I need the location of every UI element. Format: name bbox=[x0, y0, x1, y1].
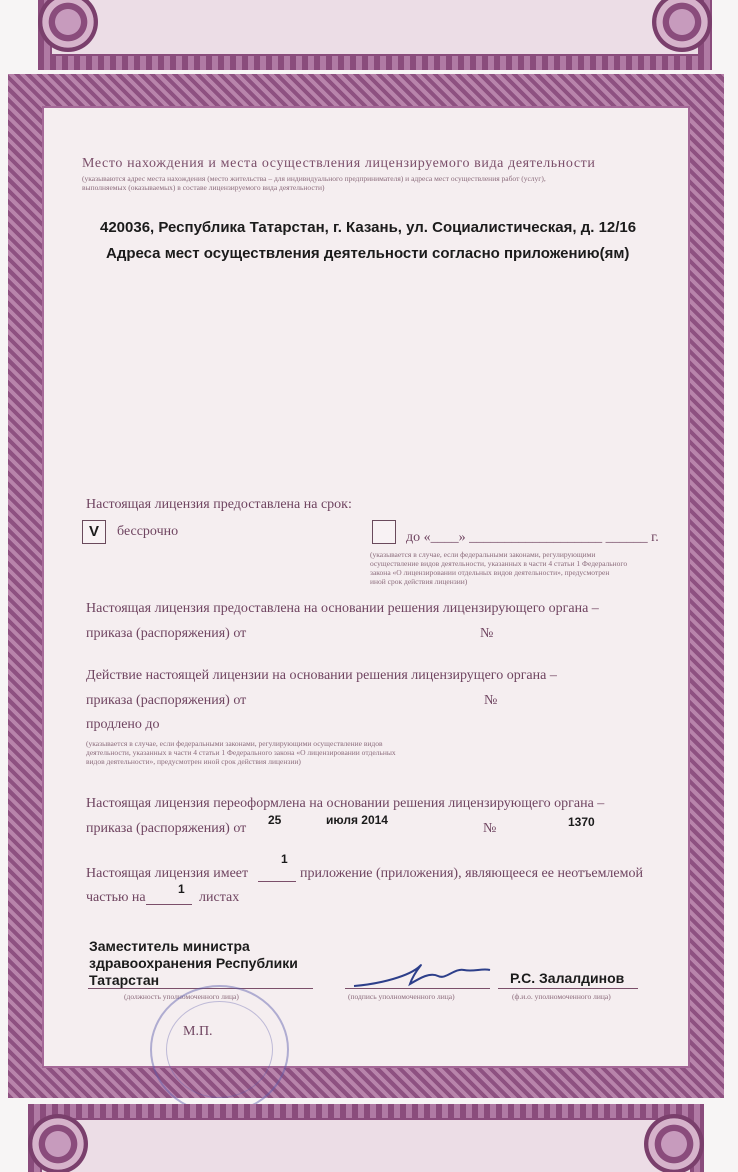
signature-caption: (подпись уполномоченного лица) bbox=[348, 992, 455, 1001]
term-heading: Настоящая лицензия предоставлена на срок: bbox=[86, 497, 352, 512]
extension-heading: Действие настоящей лицензии на основании решения лицензирущего органа – bbox=[86, 668, 557, 683]
grant-number-label: № bbox=[480, 626, 494, 641]
until-note-2: осуществление видов деятельности, указанных в части 4 статьи 1 Федерального bbox=[370, 559, 628, 568]
signatory-name: Р.С. Залалдинов bbox=[510, 970, 625, 986]
header-note-2: выполняемых (оказываемых) в составе лицензируемого вида деятельности) bbox=[82, 183, 325, 192]
rosette-ornament bbox=[28, 1114, 88, 1172]
address-line: 420036, Республика Татарстан, г. Казань, ул. Социалистическая, д. 12/16 bbox=[100, 219, 637, 236]
indefinite-check-mark: V bbox=[88, 523, 99, 540]
top-border-strip bbox=[38, 0, 712, 70]
until-note-4: иной срок действия лицензии) bbox=[370, 577, 468, 586]
reissue-order-label: приказа (распоряжения) от bbox=[86, 821, 247, 836]
indefinite-checkbox bbox=[82, 520, 106, 544]
reissue-day: 25 bbox=[268, 813, 282, 827]
extended-until-label: продлено до bbox=[86, 717, 160, 732]
extension-note-1: (указывается в случае, если федеральными законами, регулирующими осуществление видов bbox=[86, 739, 383, 748]
annex-count: 1 bbox=[281, 852, 288, 866]
bottom-border-strip bbox=[28, 1104, 704, 1172]
annex-text-1: Настоящая лицензия имеет bbox=[86, 866, 249, 881]
header-title: Место нахождения и места осуществления лицензируемого вида деятельности bbox=[82, 156, 596, 171]
name-caption: (ф.и.о. уполномоченного лица) bbox=[512, 992, 611, 1001]
annex-sheets-line bbox=[146, 904, 192, 905]
annex-text-2: приложение (приложения), являющееся ее неотъемлемой bbox=[300, 866, 643, 881]
indefinite-label: бессрочно bbox=[117, 524, 179, 539]
signatory-position-3: Татарстан bbox=[89, 972, 160, 988]
annex-count-line bbox=[258, 881, 296, 882]
until-date-checkbox bbox=[372, 520, 396, 544]
signature-underline bbox=[345, 988, 490, 989]
stamp-place-label: М.П. bbox=[183, 1024, 213, 1039]
until-note-1: (указывается в случае, если федеральными законами, регулирующими bbox=[370, 550, 596, 559]
until-note-3: закона «О лицензировании отдельных видов деятельности», предусмотрен bbox=[370, 568, 610, 577]
annex-sheets: 1 bbox=[178, 882, 185, 896]
extension-order-label: приказа (распоряжения) от bbox=[86, 693, 247, 708]
activity-addresses-line: Адреса мест осуществления деятельности согласно приложению(ям) bbox=[106, 245, 630, 262]
official-seal bbox=[150, 985, 289, 1114]
annex-text-4: листах bbox=[199, 890, 240, 905]
rosette-ornament bbox=[644, 1114, 704, 1172]
extension-note-3: видов деятельности», предусмотрен иной срок действия лицензии) bbox=[86, 757, 301, 766]
signatory-position-1: Заместитель министра bbox=[89, 938, 250, 954]
name-underline bbox=[498, 988, 638, 989]
extension-number-label: № bbox=[484, 693, 498, 708]
header-note-1: (указываются адрес места нахождения (место жительства – для индивидуального предпринимателя) и адреса мест осуществления работ (услуг), bbox=[82, 174, 546, 183]
annex-text-3: частью на bbox=[86, 890, 146, 905]
reissue-number-label: № bbox=[483, 821, 497, 836]
extension-note-2: деятельности, указанных в части 4 статьи 1 Федерального закона «О лицензировании отдельных bbox=[86, 748, 396, 757]
until-date-label: до «____» ___________________ ______ г. bbox=[406, 530, 659, 545]
grant-order-label: приказа (распоряжения) от bbox=[86, 626, 247, 641]
signatory-position-2: здравоохранения Республики bbox=[89, 955, 298, 971]
position-caption: (должность уполномоченного лица) bbox=[124, 992, 239, 1001]
reissue-number: 1370 bbox=[568, 815, 595, 829]
reissue-heading: Настоящая лицензия переоформлена на основании решения лицензирующего органа – bbox=[86, 796, 605, 811]
grant-heading: Настоящая лицензия предоставлена на основании решения лицензирующего органа – bbox=[86, 601, 599, 616]
reissue-month-year: июля 2014 bbox=[326, 813, 388, 827]
rosette-ornament bbox=[652, 0, 712, 52]
